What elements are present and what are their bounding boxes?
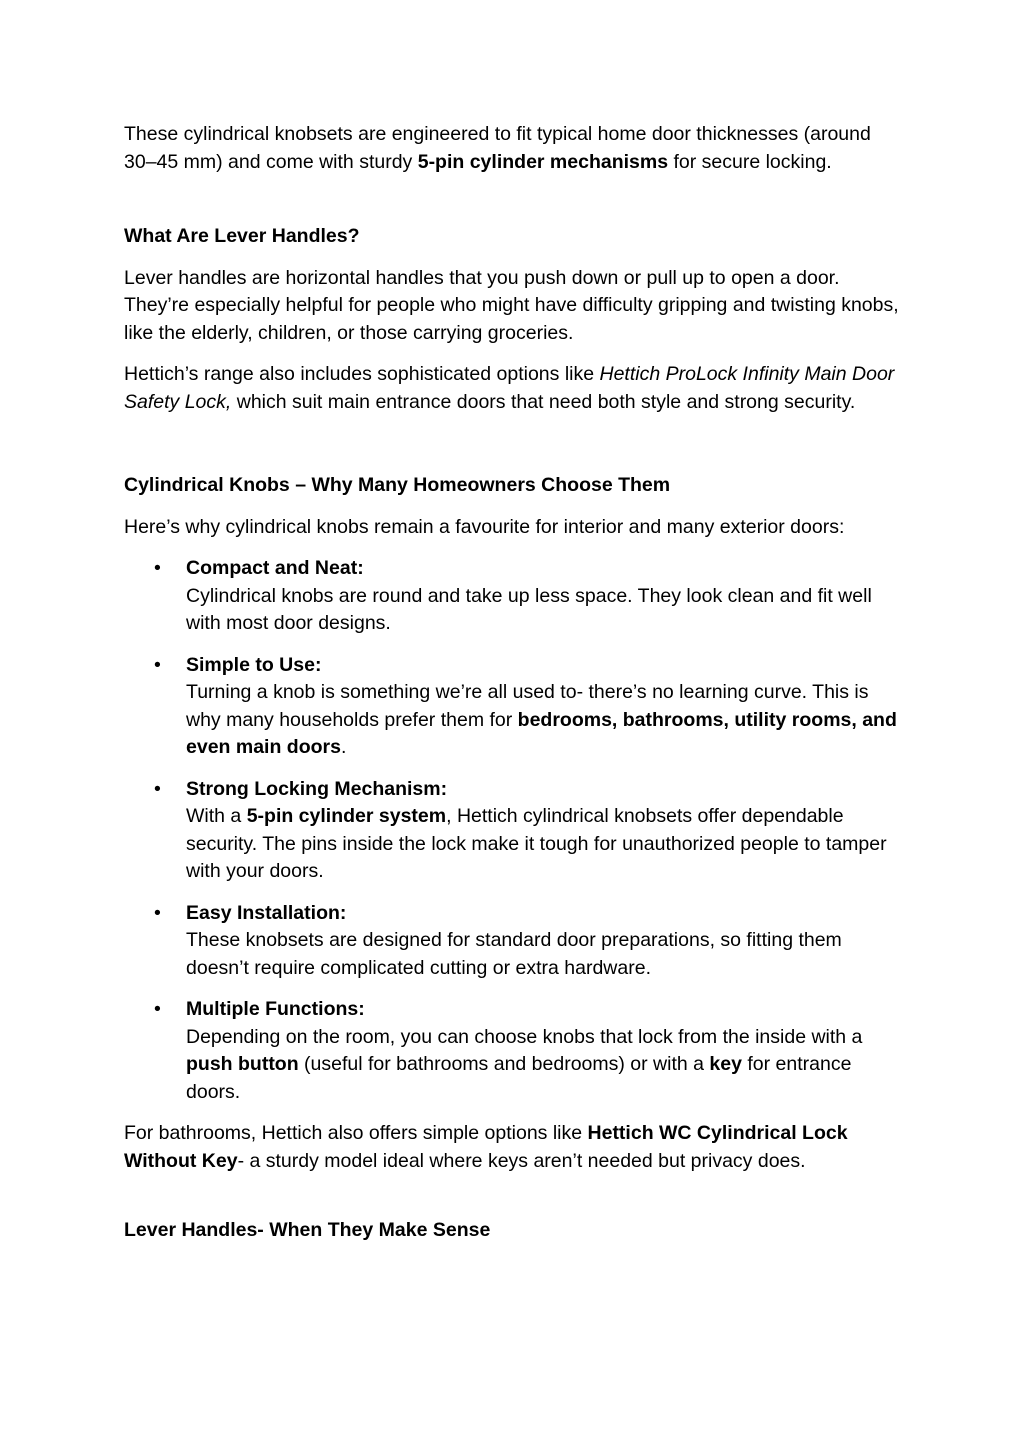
bullet-icon: • [154,653,161,676]
list-item [124,652,904,762]
intro-paragraph [124,121,904,176]
list-item [124,996,904,1106]
list-item-title: Simple to Use: [186,653,322,676]
bullet-icon: • [154,777,161,800]
lever-handles-heading: What Are Lever Handles? [124,225,360,247]
list-item-title: Multiple Functions: [186,998,365,1020]
bullet-icon: • [154,557,161,579]
range-text: Hettich’s range also includes sophisticated options like [124,363,600,385]
list-item-bold: key [709,1053,742,1075]
list-item-title: Easy Installation: [186,901,347,924]
list-item-text: Depending on the room, you can choose knobs that lock from the inside with a [186,1025,863,1048]
hettich-range-paragraph [124,361,904,416]
intro-text-end: for secure locking. [668,150,832,173]
list-item-text: With a [186,805,247,827]
cylindrical-intro-paragraph: Here’s why cylindrical knobs remain a favourite for interior and many exterior doors: [124,515,845,538]
list-item-text-end: . [340,736,347,758]
document-page [124,121,904,1245]
lever-handles-paragraph: Lever handles are horizontal handles that you push down or pull up to open a door. They’re especially helpful for people who might have difficulty gripping and twisting knobs, like the elderly, children, or those carrying groceries. [124,266,899,344]
list-item-text-middle: (useful for bathrooms and bedrooms) or with a [298,1053,710,1075]
list-item-title: Compact and Neat: [186,557,364,579]
intro-bold-text: 5-pin cylinder mechanisms [417,150,669,173]
list-item [124,555,904,638]
range-text-end: which suit main entrance doors that need both style and strong security. [231,390,856,413]
cylindrical-knobs-heading: Cylindrical Knobs – Why Many Homeowners Choose Them [124,474,671,496]
bullet-icon: • [154,901,161,924]
wc-lock-product-name: Hettich WC Cylindrical Lock Without Key [124,1122,848,1172]
bullet-icon: • [154,998,161,1020]
list-item-bold: bedrooms, bathrooms, utility rooms, and even main doors [186,708,897,758]
list-item-title: Strong Locking Mechanism: [186,777,448,800]
list-item-text: Turning a knob is something we’re all used to- there’s no learning curve. This is why many households prefer them for [186,681,869,731]
list-item-text: Cylindrical knobs are round and take up less space. They look clean and fit well with most door designs. [186,584,872,634]
list-item-text: These knobsets are designed for standard door preparations, so fitting them doesn’t require complicated cutting or extra hardware. [186,929,842,979]
lever-handles-sense-heading: Lever Handles- When They Make Sense [124,1219,491,1241]
list-item-text-end: for entrance doors. [186,1053,852,1103]
intro-text: These cylindrical knobsets are engineered to fit typical home door thicknesses (around 30–45 mm) and come with sturdy [124,123,871,173]
list-item-bold: push button [186,1053,299,1075]
list-item-bold: 5-pin cylinder system [246,805,447,827]
benefits-list [124,555,904,1106]
list-item [124,776,904,886]
prolock-product-name: Hettich ProLock Infinity Main Door Safety Lock, [124,363,895,413]
list-item-text-end: , Hettich cylindrical knobsets offer dependable security. The pins inside the lock make it tough for unauthorized people to tamper with your doors. [186,805,887,882]
list-item [124,900,904,983]
bathroom-text-end: - a sturdy model ideal where keys aren’t needed but privacy does. [237,1149,806,1172]
bathroom-text: For bathrooms, Hettich also offers simple options like [124,1122,588,1144]
bathroom-options-paragraph [124,1120,904,1175]
